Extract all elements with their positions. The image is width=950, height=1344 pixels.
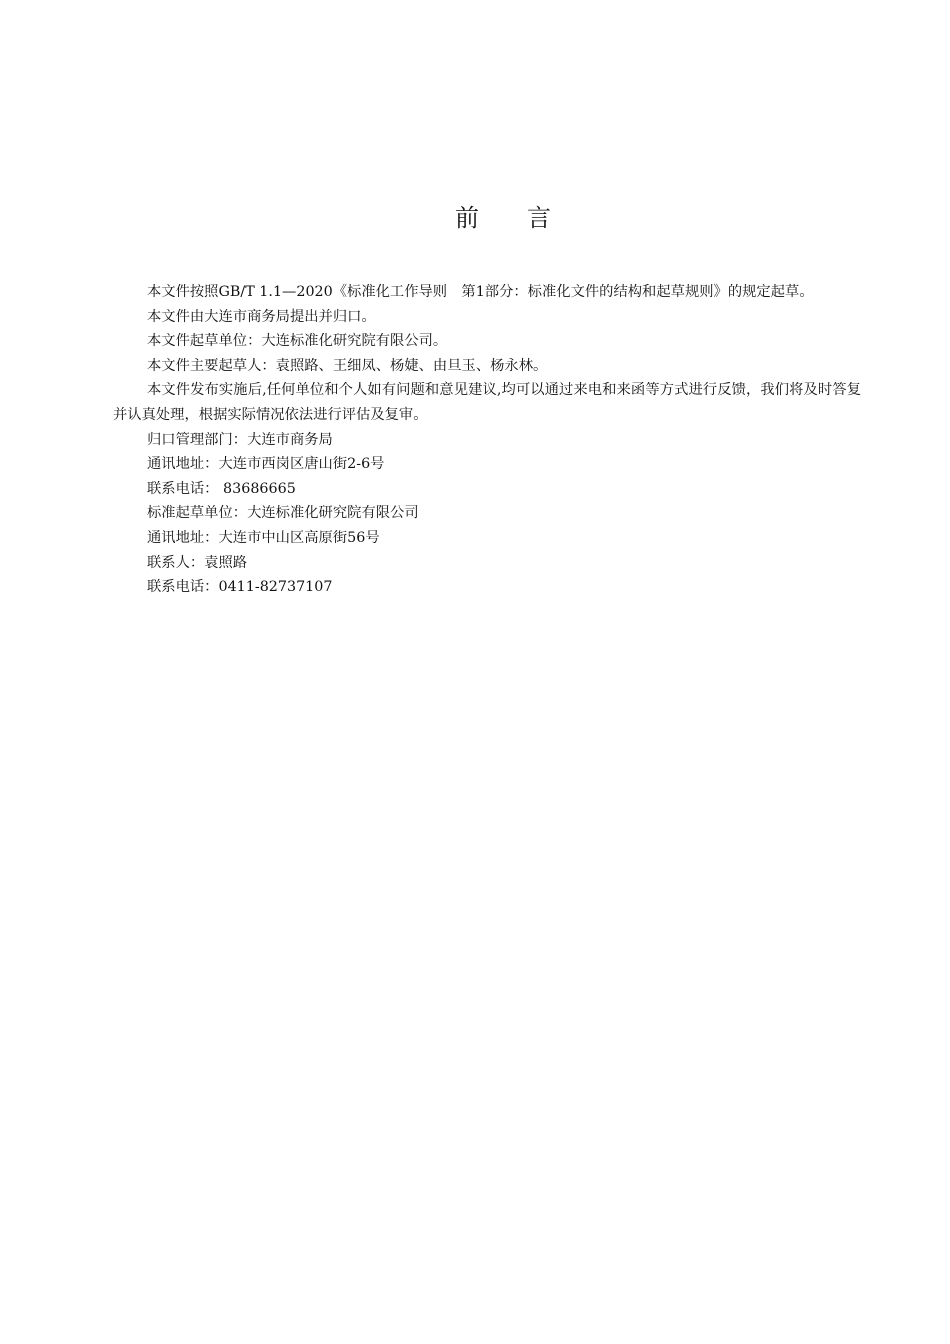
paragraph-drafters: 本文件主要起草人：袁照路、王细凤、杨婕、由旦玉、杨永林。 — [147, 357, 548, 374]
paragraph-drafting-unit: 本文件起草单位：大连标准化研究院有限公司。 — [147, 333, 448, 350]
title-char-2: 言 — [527, 204, 551, 232]
paragraph-feedback: 本文件发布实施后,任何单位和个人如有问题和意见建议,均可以通过来电和来函等方式进行反馈，我们将及时答复并认真处理，根据实际情况依法进行评估及复审。 — [113, 382, 861, 423]
contact-drafting-unit: 标准起草单位：大连标准化研究院有限公司 — [147, 505, 419, 522]
contact-dept-phone: 联系电话： 83686665 — [147, 480, 296, 497]
contact-unit-address: 通讯地址：大连市中山区高原街56号 — [147, 529, 380, 546]
contact-management-dept: 归口管理部门：大连市商务局 — [147, 431, 333, 448]
title-char-1: 前 — [455, 204, 479, 232]
contact-person-phone: 联系电话：0411-82737107 — [147, 579, 333, 596]
paragraph-proposer: 本文件由大连市商务局提出并归口。 — [147, 308, 376, 325]
contact-dept-address: 通讯地址：大连市西岗区唐山街2-6号 — [147, 456, 385, 473]
paragraph-drafting-basis: 本文件按照GB/T 1.1—2020《标准化工作导则 第1部分：标准化文件的结构和起草规则》的规定起草。 — [147, 284, 814, 300]
foreword-body — [113, 280, 861, 600]
contact-person: 联系人：袁照路 — [147, 554, 248, 571]
page-title — [0, 198, 950, 233]
